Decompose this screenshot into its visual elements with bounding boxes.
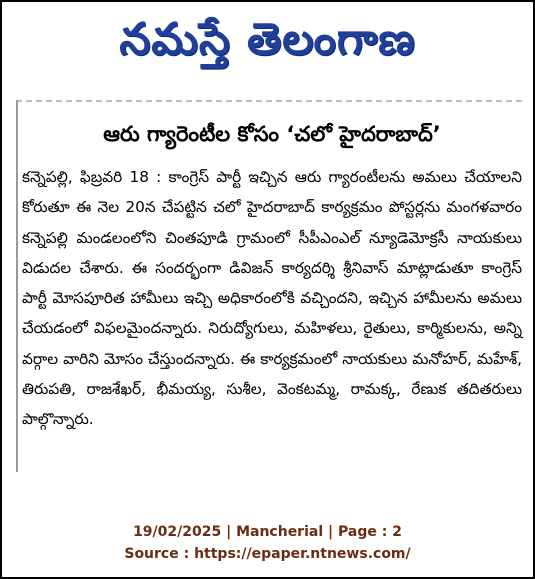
masthead (2, 8, 533, 72)
footer-date-edition-page: 19/02/2025 | Mancherial | Page : 2 (133, 524, 402, 540)
clipping-footer (2, 521, 533, 565)
footer-source: Source : https://epaper.ntnews.com/ (124, 546, 411, 562)
article-body: కన్నెపల్లి, ఫిబ్రవరి 18 : కాంగ్రెస్ పార్టీ ఇచ్చిన ఆరు గ్యారంటీలను అమలు చేయాలని కోరుతూ ఈ నెల 20న చేపట్టిన చలో హైదరాబాద్ కార్యక్రమం పోస్టర్లను మంగళవారం కన్నెపల్లి మండలంలోని చింతపూడి గ్రామంలో సీపీఎంఎల్ న్యూడెమోక్రసీ నాయకులు విడుదల చేశారు. ఈ సందర్భంగా డివిజన్ కార్యదర్శి శ్రీనివాస్ మాట్లాడుతూ కాంగ్రెస్ పార్టీ మోసపూరిత హామీలు ఇచ్చి అధికారంలోకి వచ్చిందని, ఇచ్చిన హామీలను అమలు చేయడంలో విఫలమైందన్నారు. నిరుద్యోగులు, మహిళలు, రైతులు, కార్మికులను, అన్ని వర్గాల వారిని మోసం చేస్తుందన్నారు. ఈ కార్యక్రమంలో నాయకులు మనోహర్, మహేశ్, తిరుపతి, రాజశేఖర్, భీమయ్య, సుశీల, వెంకటమ్మ, రామక్క, రేణుక తదితరులు పాల్గొన్నారు. (22, 168, 522, 429)
newspaper-logo: నమస్తే తెలంగాణ (119, 14, 416, 65)
article-headline: ఆరు గ్యారెంటీల కోసం ‘చలో హైదరాబాద్’ (103, 122, 441, 146)
